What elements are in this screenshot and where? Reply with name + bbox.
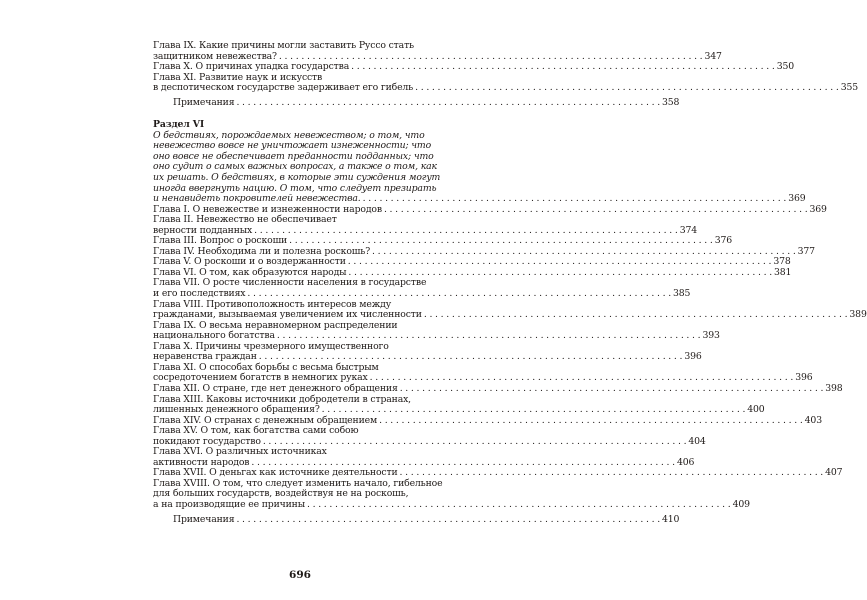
- dot-leader: [379, 416, 803, 427]
- entry-last-line: [153, 498, 750, 511]
- entry-title: Глава XVII. О деньгах как источнике деятельности: [153, 467, 398, 479]
- entry-line: Глава VII. О росте численности населения в государстве: [153, 277, 427, 289]
- notes-entry: [153, 96, 680, 109]
- folio-page-number: 696: [289, 569, 311, 581]
- entry-title: защитником невежества?: [153, 50, 277, 62]
- entry-title: Глава X. О причинах упадка государства: [153, 61, 350, 73]
- chapter-entry: [153, 340, 702, 363]
- entry-title: Глава XIV. О странах с денежным обращением: [153, 414, 378, 426]
- page-number: 381: [774, 266, 792, 278]
- page-number: 369: [788, 193, 806, 205]
- dot-leader: [307, 500, 731, 511]
- page-number: 393: [702, 330, 720, 342]
- page-number: 403: [804, 414, 822, 426]
- entry-line: Глава II. Невежество не обеспечивает: [153, 214, 337, 226]
- entry-line: Глава XI. О способах борьбы с весьма быстрым: [153, 361, 379, 373]
- entry-line: для больших государств, воздействуя не на роскошь,: [153, 488, 409, 500]
- entry-title: Глава VI. О том, как образуются народы: [153, 266, 347, 278]
- chapter-entry: [153, 425, 706, 447]
- page-number: 398: [825, 382, 843, 394]
- entry-line: Глава X. Причины чрезмерного имущественного: [153, 340, 389, 352]
- page-number: 376: [714, 235, 732, 247]
- chapter-entry: [153, 214, 697, 236]
- entry-title: активности народов: [153, 456, 250, 468]
- entry-title: неравенства граждан: [153, 351, 257, 363]
- page-number: 358: [662, 96, 680, 108]
- notes-label: Примечания: [173, 96, 235, 108]
- entry-title: а на производящие ее причины: [153, 498, 305, 510]
- intro-line: и ненавидеть покровителей невежества.: [153, 193, 361, 205]
- dot-leader: [400, 468, 824, 479]
- entry-title: Глава IV. Необходима ли и полезна роскошь?: [153, 245, 371, 257]
- entry-title: покидают государство: [153, 435, 261, 447]
- page-number: 355: [840, 82, 858, 94]
- entry-title: национального богатства: [153, 330, 275, 342]
- page-number: 409: [732, 498, 750, 510]
- toc-entry: [153, 40, 722, 62]
- page-number: 385: [673, 288, 691, 300]
- dot-leader: [236, 515, 660, 526]
- page-number: 347: [704, 50, 722, 62]
- toc-entry: [153, 71, 858, 94]
- entry-title: лишенных денежного обращения?: [153, 404, 320, 416]
- page-number: 396: [795, 372, 813, 384]
- page-number: 396: [684, 351, 702, 363]
- page-number: 378: [773, 256, 791, 268]
- page-number: 377: [797, 245, 815, 257]
- dot-leader: [424, 310, 848, 321]
- entry-last-line: [153, 382, 843, 395]
- page-number: 369: [809, 203, 827, 215]
- dot-leader: [351, 62, 775, 73]
- dot-leader: [415, 83, 839, 94]
- entry-last-line: [153, 288, 691, 300]
- page-number: 389: [849, 309, 867, 321]
- intro-line: что невежество вовсе не уничтожает изнеженности;: [153, 129, 425, 152]
- entry-title: гражданами, вызываемая увеличением их численности: [153, 309, 422, 321]
- dot-leader: [322, 405, 746, 416]
- dot-leader: [400, 384, 824, 395]
- entry-line: Глава XIII. Каковы источники добродетели в странах,: [153, 393, 411, 405]
- chapter-entry: [153, 277, 691, 300]
- intro-line: ввергнуть нацию. О том, что следует презирать: [188, 182, 437, 194]
- entry-line: Глава IX. Какие причины могли заставить Руссо стать: [153, 40, 414, 51]
- table-of-contents: [153, 40, 867, 525]
- chapter-entry: [153, 361, 813, 384]
- dot-leader: [236, 98, 660, 109]
- chapter-entry: [153, 298, 867, 321]
- section-title: Раздел VI: [153, 119, 205, 131]
- entry-title: Глава V. О роскоши и о воздержанности: [153, 256, 346, 268]
- entry-title: и его последствиях: [153, 288, 246, 300]
- entry-title: Глава XII. О стране, где нет денежного обращения: [153, 382, 398, 394]
- page-number: 374: [679, 224, 697, 236]
- page-number: 350: [776, 61, 794, 73]
- chapter-list: [153, 203, 867, 511]
- chapter-entry: [153, 319, 720, 342]
- page-number: 406: [676, 456, 695, 468]
- entry-last-line: [153, 82, 858, 94]
- intro-line: О бедствиях, порождаемых невежеством; о том,: [153, 129, 402, 141]
- notes-entry: [153, 513, 680, 526]
- chapter-entry: [153, 477, 750, 511]
- entry-line: Глава XI. Развитие наук и искусств: [153, 71, 323, 83]
- section-intro: [153, 129, 806, 205]
- entry-line: Глава VIII. Противоположность интересов между: [153, 298, 392, 310]
- chapter-entry: [153, 393, 765, 416]
- page-number: 404: [688, 435, 706, 447]
- dot-leader: [384, 205, 808, 216]
- page-number: 410: [662, 513, 680, 525]
- intro-line: как их решать. О бедствиях, в которые эти суждения могут иногда: [153, 161, 441, 194]
- chapter-entry: [153, 382, 843, 395]
- top-entries: [153, 40, 858, 94]
- notes-label: Примечания: [173, 513, 235, 525]
- page-number: 400: [747, 404, 765, 416]
- chapter-entry: [153, 446, 695, 468]
- entry-title: Глава I. О невежестве и изнеженности народов: [153, 203, 382, 215]
- entry-title: Глава III. Вопрос о роскоши: [153, 235, 288, 247]
- entry-title: сосредоточением богатств в немногих руках: [153, 372, 368, 384]
- entry-line: Глава IX. О весьма неравномерном распределении: [153, 319, 398, 331]
- page-number: 407: [825, 467, 843, 479]
- entry-line: Глава XVI. О различных источниках: [153, 446, 327, 458]
- intro-line: что оно вовсе не обеспечивает преданности подданных;: [153, 140, 432, 162]
- entry-last-line: [153, 404, 765, 416]
- dot-leader: [247, 289, 671, 300]
- entry-title: в деспотическом государстве задерживает его гибель: [153, 82, 414, 94]
- entry-title: верности подданных: [153, 224, 253, 236]
- intro-line: что оно судит о самых важных вопросах, а также о том,: [153, 150, 434, 173]
- entry-line: Глава XV. О том, как богатства сами собою: [153, 425, 359, 437]
- entry-line: Глава XVIII. О том, что следует изменить начало, гибельное: [153, 477, 443, 489]
